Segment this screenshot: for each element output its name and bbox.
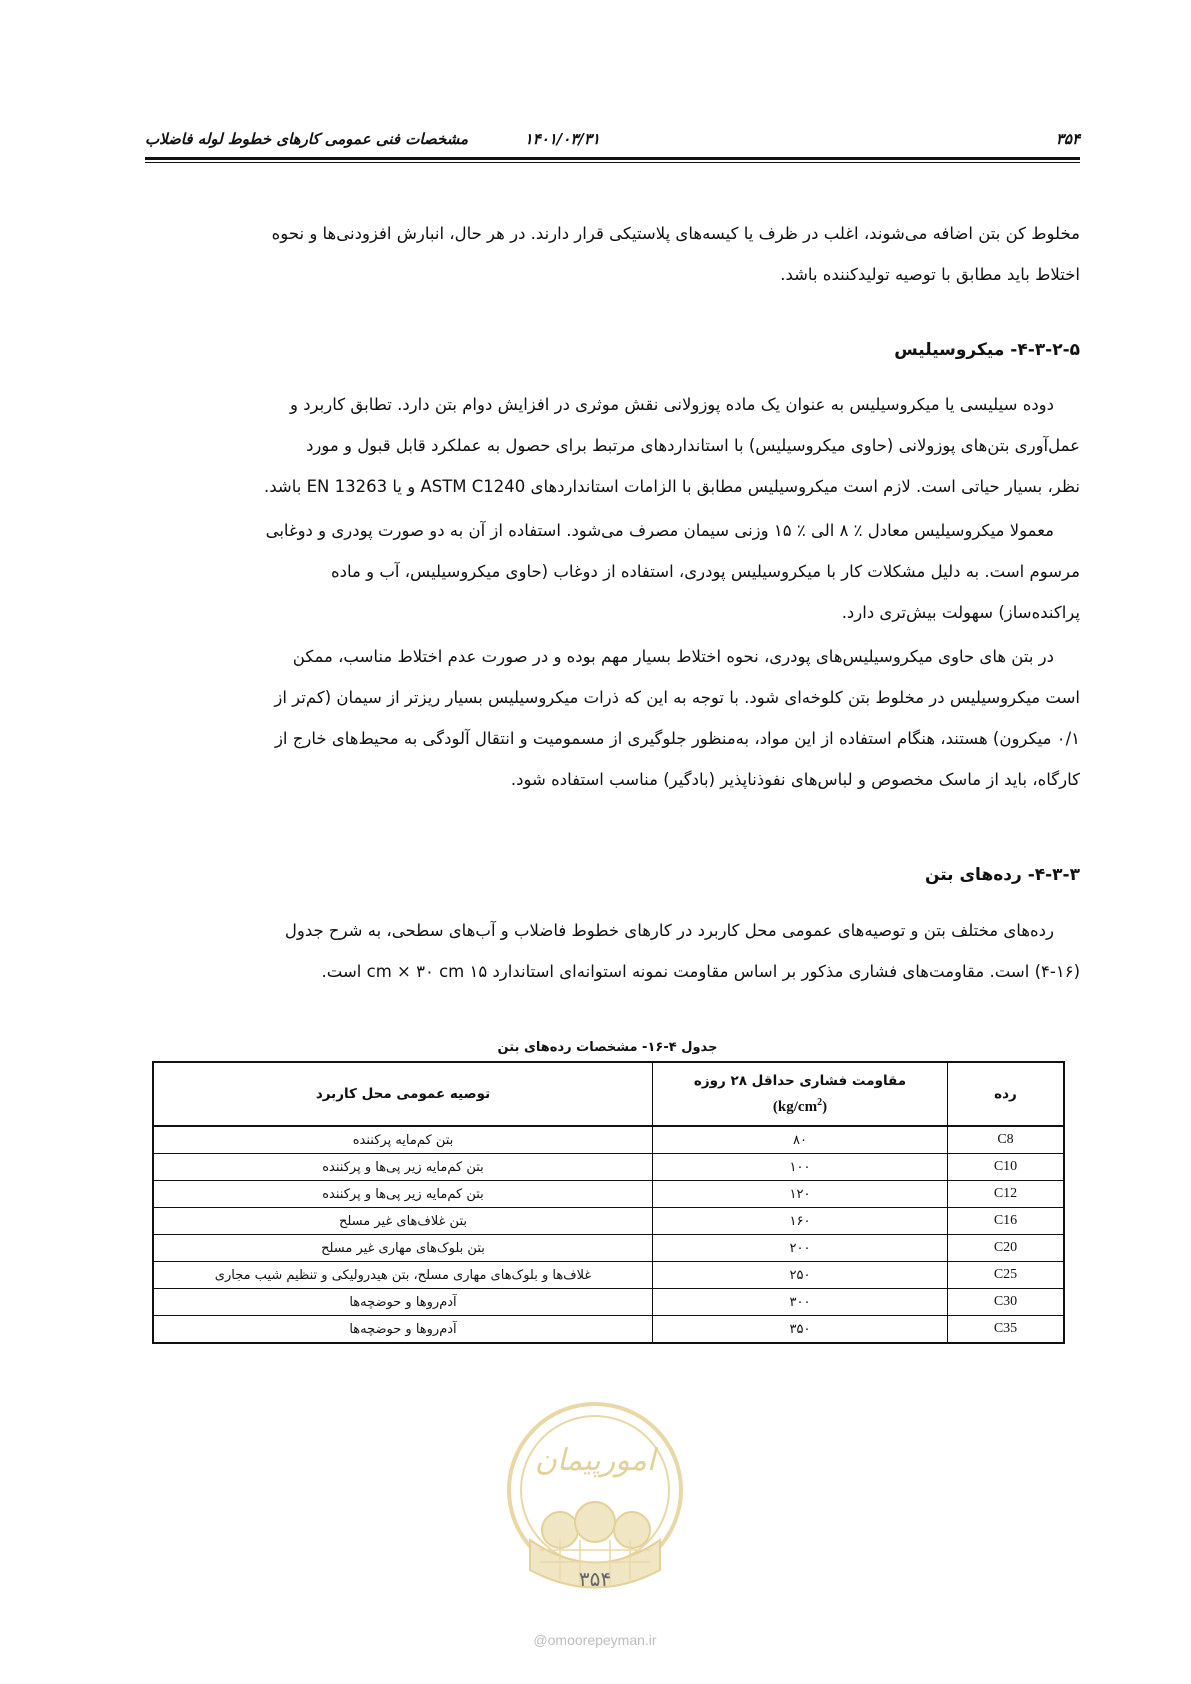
concrete-grades-table	[152, 1061, 1065, 1344]
svg-text:امورپیمان: امورپیمان	[534, 1443, 656, 1478]
table-row	[153, 1235, 1064, 1262]
text-line: رده‌های مختلف بتن و توصیه‌های عمومی محل کاربرد در کارهای خطوط فاضلاب و آب‌های سطحی، به شرح جدول	[284, 921, 1054, 940]
cell-grade: C25	[948, 1262, 1065, 1289]
cell-strength: ۱۶۰	[653, 1208, 948, 1235]
text-line: نظر، بسیار حیاتی است. لازم است میکروسیلیس مطابق با الزامات استانداردهای ASTM C1240 و یا EN 13263 باشد.	[263, 477, 1080, 496]
microsilica-paragraph-2	[145, 510, 1080, 633]
text-line: پراکنده‌ساز) سهولت بیش‌تری دارد.	[841, 603, 1080, 622]
cell-strength: ۱۰۰	[653, 1154, 948, 1181]
header-usage: توصیه عمومی محل کاربرد	[153, 1062, 653, 1126]
text-line: ۰/۱ میکرون) هستند، هنگام استفاده از این مواد، به‌منظور جلوگیری از مسمومیت و انتقال آلودگی به محیط‌های خارج از	[274, 729, 1080, 748]
cell-usage: بتن بلوک‌های مهاری غیر مسلح	[153, 1235, 653, 1262]
header-date: ۱۴۰۱/۰۳/۳۱	[524, 130, 600, 148]
cell-usage: غلاف‌ها و بلوک‌های مهاری مسلح، بتن هیدرولیکی و تنظیم شیب مجاری	[153, 1262, 653, 1289]
cell-usage: بتن کم‌مایه پرکننده	[153, 1126, 653, 1154]
header-grade: رده	[948, 1062, 1065, 1126]
cell-strength: ۲۵۰	[653, 1262, 948, 1289]
cell-strength: ۳۰۰	[653, 1289, 948, 1316]
cell-usage: بتن کم‌مایه زیر پی‌ها و پرکننده	[153, 1154, 653, 1181]
seal-page-number: ۳۵۴	[578, 1567, 612, 1591]
text-line: است میکروسیلیس در مخلوط بتن کلوخه‌ای شود. با توجه به این که ذرات میکروسیلیس بسیار ریزتر از سیمان (کم‌تر از	[274, 688, 1080, 707]
table-row	[153, 1154, 1064, 1181]
table-row	[153, 1181, 1064, 1208]
microsilica-paragraph-3	[145, 636, 1080, 800]
cell-grade: C8	[948, 1126, 1065, 1154]
table-row	[153, 1289, 1064, 1316]
cell-grade: C30	[948, 1289, 1065, 1316]
header-rule-thick	[145, 157, 1080, 160]
text-line: عمل‌آوری بتن‌های پوزولانی (حاوی میکروسیلیس) با استانداردهای مرتبط برای حصول به عملکرد قابل قبول و مورد	[306, 436, 1080, 455]
table-caption: جدول ۴-۱۶- مشخصات رده‌های بتن	[497, 1040, 718, 1055]
table-row	[153, 1316, 1064, 1344]
text-line: مرسوم است. به دلیل مشکلات کار با میکروسیلیس پودری، استفاده از دوغاب (حاوی میکروسیلیس، آب و ماده	[331, 562, 1080, 581]
cell-usage: آدم‌روها و حوضچه‌ها	[153, 1289, 653, 1316]
text-line: معمولا میکروسیلیس معادل ٪ ۸ الی ٪ ۱۵ وزنی سیمان مصرف می‌شود. استفاده از آن به دو صورت پودری و دوغابی	[265, 521, 1054, 540]
watermark-url: @omoorepeyman.ir	[533, 1632, 657, 1648]
cell-grade: C10	[948, 1154, 1065, 1181]
text-line: دوده سیلیسی یا میکروسیلیس به عنوان یک ماده پوزولانی نقش موثری در افزایش دوام بتن دارد. تطابق کاربرد و	[289, 395, 1054, 414]
header-strength	[653, 1062, 948, 1126]
intro-paragraph	[145, 213, 1080, 295]
section-heading-microsilica: ۴-۳-۲-۵- میکروسیلیس	[894, 340, 1080, 360]
text-line: در بتن های حاوی میکروسیلیس‌های پودری، نحوه اختلاط بسیار مهم بوده و در صورت عدم اختلاط مناسب، ممکن	[292, 647, 1054, 666]
header-strength-unit: $(kg/cm^2)$	[772, 1097, 828, 1115]
text-line: اختلاط باید مطابق با توصیه تولیدکننده باشد.	[780, 265, 1080, 284]
cell-usage: آدم‌روها و حوضچه‌ها	[153, 1316, 653, 1344]
publisher-seal	[500, 1390, 690, 1610]
cell-strength: ۲۰۰	[653, 1235, 948, 1262]
cell-grade: C12	[948, 1181, 1065, 1208]
cell-strength: ۱۲۰	[653, 1181, 948, 1208]
table-row	[153, 1208, 1064, 1235]
running-header	[145, 126, 1080, 152]
header-strength-label: مقاومت فشاری حداقل ۲۸ روزه	[693, 1073, 907, 1089]
cell-grade: C16	[948, 1208, 1065, 1235]
cell-strength: ۸۰	[653, 1126, 948, 1154]
cell-grade: C20	[948, 1235, 1065, 1262]
header-rule-thin	[145, 162, 1080, 163]
cell-usage: بتن غلاف‌های غیر مسلح	[153, 1208, 653, 1235]
cell-strength: ۳۵۰	[653, 1316, 948, 1344]
text-line: کارگاه، باید از ماسک مخصوص و لباس‌های نفوذناپذیر (بادگیر) مناسب استفاده شود.	[510, 770, 1080, 789]
section-heading-grades: ۴-۳-۳- رده‌های بتن	[924, 865, 1080, 885]
grades-paragraph	[145, 910, 1080, 992]
text-line: مخلوط کن بتن اضافه می‌شوند، اغلب در ظرف یا کیسه‌های پلاستیکی قرار دارند. در هر حال، انبارش افزودنی‌ها و نحوه	[271, 224, 1080, 243]
header-title: مشخصات فنی عمومی کارهای خطوط لوله فاضلاب	[145, 130, 469, 148]
table-header-row	[153, 1062, 1064, 1126]
header-page-number: ۳۵۴	[1055, 130, 1080, 148]
table-row	[153, 1262, 1064, 1289]
seal-logo-icon	[500, 1390, 690, 1610]
cell-grade: C35	[948, 1316, 1065, 1344]
cell-usage: بتن کم‌مایه زیر پی‌ها و پرکننده	[153, 1181, 653, 1208]
text-line: (۴-۱۶) است. مقاومت‌های فشاری مذکور بر اساس مقاومت نمونه استوانه‌ای استاندارد ۱۵ cm × ۳۰ cm است.	[321, 962, 1080, 981]
microsilica-paragraph-1	[145, 384, 1080, 507]
table-row	[153, 1126, 1064, 1154]
